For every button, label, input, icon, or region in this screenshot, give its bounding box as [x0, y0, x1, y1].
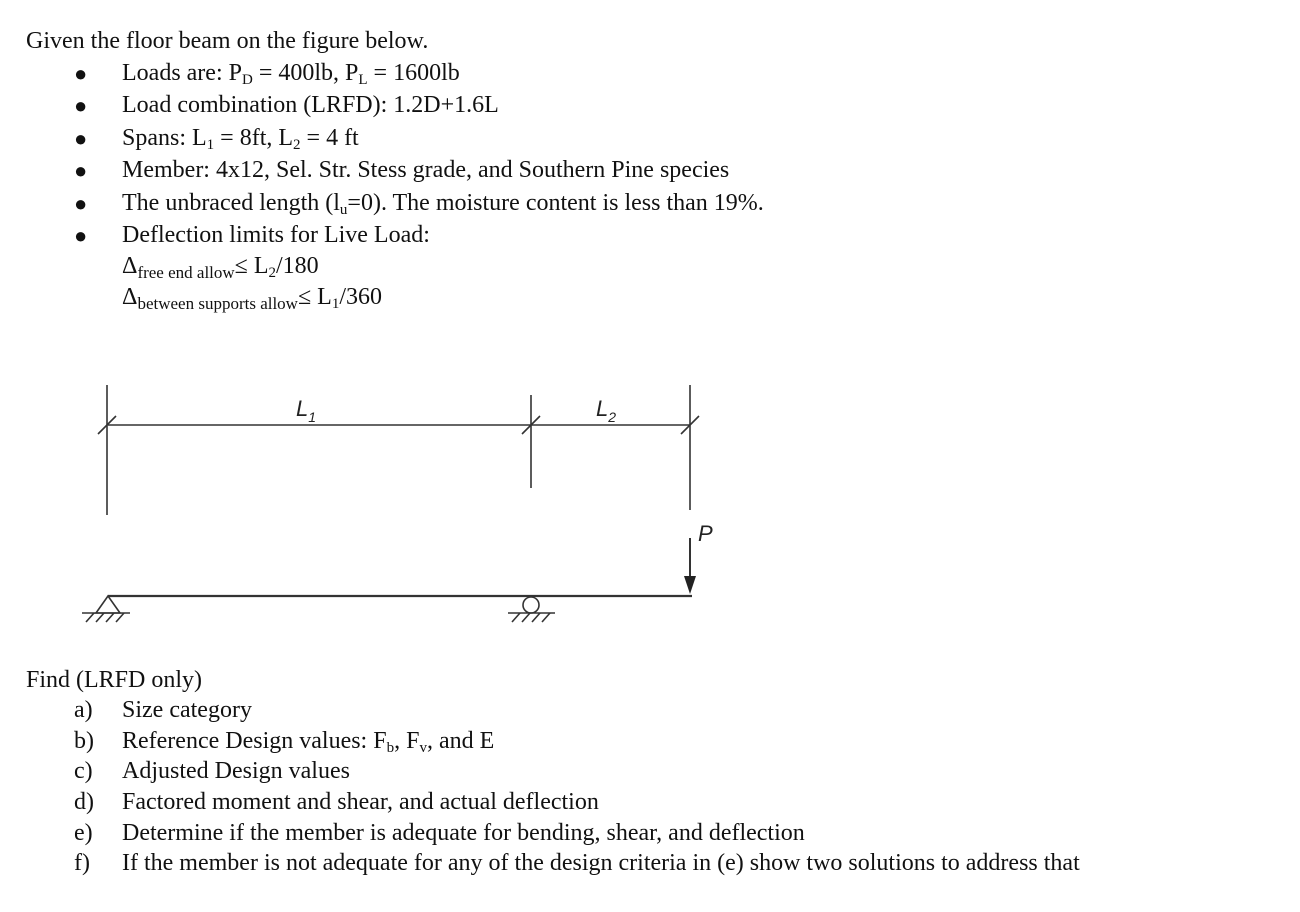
bullet-icon: ● [74, 223, 88, 248]
pin-support-icon [82, 596, 130, 622]
load-arrow-head [684, 576, 696, 594]
bullet-icon: ● [74, 158, 88, 183]
free-end-limit: $\Delta_{free end allow}\le L_2/180$ [122, 253, 319, 282]
loads-item: Loads are: $P_D = 400lb$, $P_L = 1600lb$ [122, 60, 460, 88]
list-marker: e) [74, 820, 93, 846]
bullet-icon: ● [74, 61, 88, 86]
list-marker: d) [74, 789, 94, 815]
list-marker: b) [74, 728, 94, 754]
beam-diagram [0, 330, 760, 640]
find-item-d: Factored moment and shear, and actual deflection [122, 789, 599, 815]
span-label-l1: $L_1$ [296, 396, 317, 425]
load-label-p: P [698, 521, 713, 546]
bullet-icon: ● [74, 191, 88, 216]
find-item-e: Determine if the member is adequate for bending, shear, and deflection [122, 820, 805, 846]
span-label-l2: $L_2$ [596, 396, 617, 425]
find-item-f: If the member is not adequate for any of the design criteria in (e) show two solutions to address that [122, 850, 1080, 876]
list-marker: f) [74, 850, 90, 876]
list-marker: c) [74, 758, 93, 784]
member-item: Member: 4x12, Sel. Str. Stess grade, and Southern Pine species [122, 157, 730, 183]
list-marker: a) [74, 697, 93, 723]
find-heading: Find (LRFD only) [26, 667, 203, 693]
spans-item: Spans: $L_1 = 8ft$, $L_2 = 4$ ft [122, 125, 359, 153]
bullet-icon: ● [74, 93, 88, 118]
bullet-icon: ● [74, 126, 88, 151]
intro-text: Given the floor beam on the figure below. [26, 28, 429, 54]
find-item-c: Adjusted Design values [122, 758, 350, 784]
unbraced-item: The unbraced length $(l_u=0)$. The moisture content is less than 19%. [122, 190, 764, 218]
load-combination-item: Load combination (LRFD): 1.2D+1.6L [122, 92, 499, 118]
find-item-a: Size category [122, 697, 252, 723]
roller-support-icon [508, 597, 555, 622]
deflection-item: Deflection limits for Live Load: [122, 222, 430, 248]
between-supports-limit: $\Delta_{between supports allow}\le L_1/360$ [122, 284, 382, 313]
find-item-b: Reference Design values: $F_b$, $F_v$, and E [122, 728, 495, 756]
